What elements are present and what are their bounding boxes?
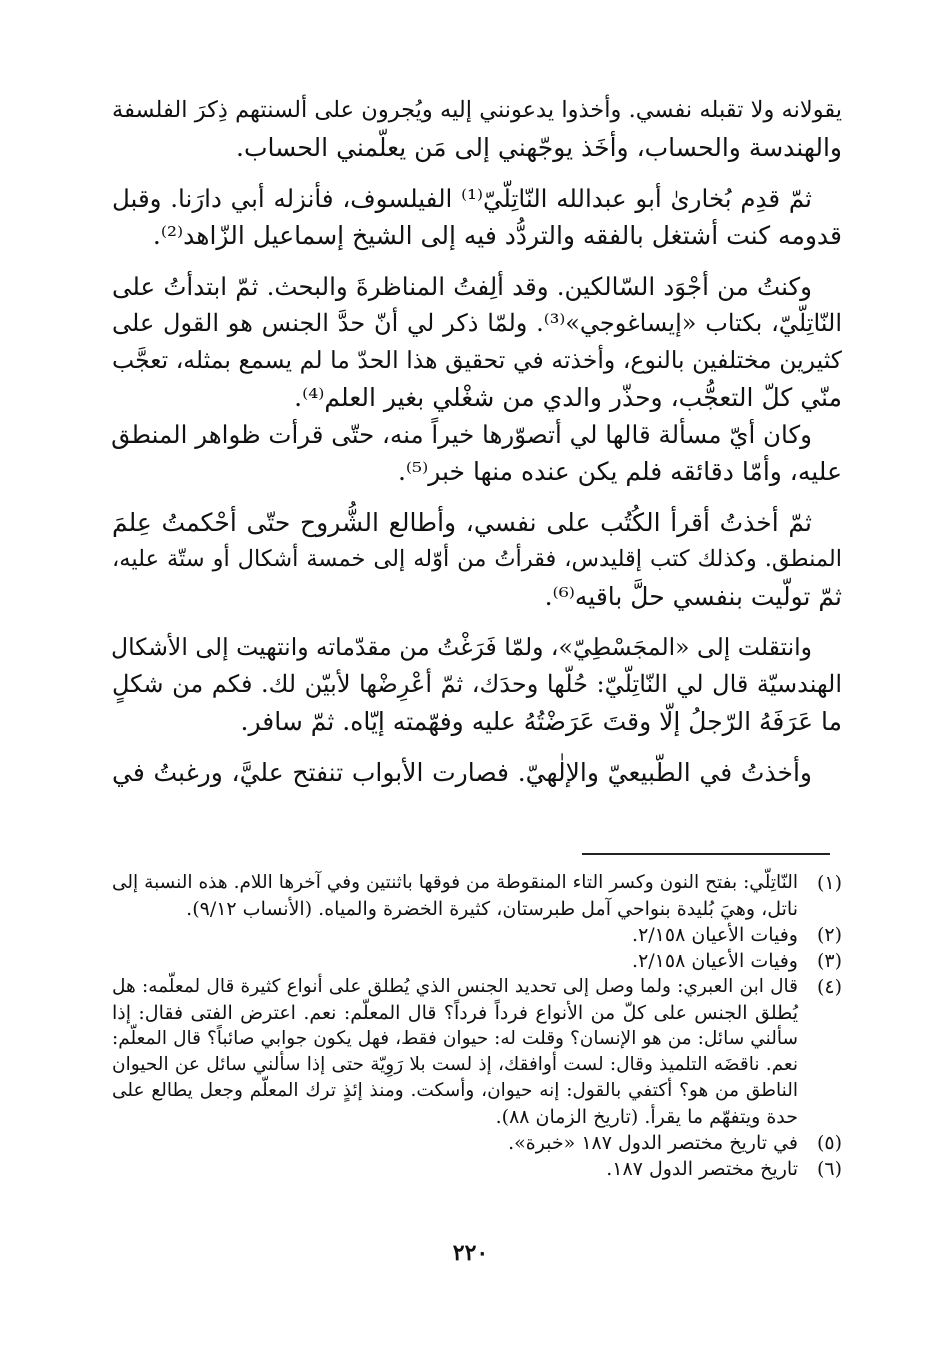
- footnote-separator: [582, 853, 830, 855]
- footnote: [112, 948, 842, 974]
- footnote-number: (٦): [816, 1158, 842, 1180]
- paragraph: [112, 416, 842, 490]
- text-line: منّي كلّ التعجُّب، وحذّر والدي من شغْلي بغير العلم⁽⁴⁾.: [294, 383, 842, 412]
- footnote-line: يُطلق الجنس على كلّ من الأنواع فرداً فرداً؟ قال المعلّم: نعم. اعترض الفتى فقال: إذا: [112, 1002, 798, 1024]
- footnote-line: قال ابن العبري: ولما وصل إلى تحديد الجنس الذي يُطلق على أنواع كثيرة قال لمعلّمه: هل: [112, 976, 798, 997]
- text-line: ما عَرَفَهُ الرّجلُ إلّا وقتَ عَرَضْتُهُ عليه وفهّمته إيّاه. ثمّ سافر.: [240, 707, 842, 736]
- footnote-line: سألني سائل: من هو الإنسان؟ وقلت له: حيوان فقط، فهل يكون جوابي صائباً؟ قال المعلّم:: [112, 1028, 798, 1049]
- text-line: ثمّ تولّيت بنفسي حلَّ باقيه⁽⁶⁾.: [544, 582, 842, 611]
- paragraph: [112, 180, 842, 254]
- text-line: وكان أيّ مسألة قالها لي أتصوّرها خيراً منه، حتّى قرأت ظواهر المنطق: [111, 420, 812, 449]
- footnote-line: وفيات الأعيان ٢/١٥٨.: [632, 950, 798, 972]
- footnote-line: تاريخ مختصر الدول ١٨٧.: [606, 1158, 798, 1180]
- footnote: [112, 974, 842, 1130]
- footnote-line: نعم. ناقضَه التلميذ وقال: لست أوافقك، إذ لست بلا رَوِيّة حتى إذا سألني سائل عن الحيوان: [112, 1054, 798, 1075]
- footnote-number: (٤): [816, 976, 842, 998]
- text-line: كثيرين مختلفين بالنوع، وأخذته في تحقيق هذا الحدّ ما لم يسمع بمثله، تعجَّب: [112, 346, 842, 374]
- paragraph: [112, 92, 842, 166]
- footnote-line: النّاتِلّي: بفتح النون وكسر التاء المنقوطة من فوقها باثنتين وفي آخرها اللام. هذه النسبة إلى: [112, 872, 798, 893]
- footnote: [112, 922, 842, 948]
- footnote: [112, 1130, 842, 1156]
- page-number: ٢٢٠: [452, 1240, 489, 1266]
- text-line: الهندسيّة قال لي النّاتِلّيّ: حُلّها وحدَك، ثمّ أعْرِضْها لأبيّن لك. فكم من شكلٍ: [112, 670, 842, 698]
- text-line: وكنتُ من أجْوَد السّالكين. وقد ألِفتُ المناظرةَ والبحث. ثمّ ابتدأتُ على: [112, 272, 812, 301]
- footnote-number: (١): [816, 872, 842, 894]
- footnotes: [112, 870, 842, 1182]
- footnote-line: الناطق من هو؟ أكتفي بالقول: إنه حيوان، وأسكت. ومنذ إئذٍ ترك المعلّم وجعل يطالع على: [112, 1080, 798, 1101]
- footnote-line: ناتل، وهيَ بُليدة بنواحي آمل طبرستان، كثيرة الخضرة والمياه. (الأنساب ٩/١٢).: [186, 898, 798, 920]
- footnote-number: (٣): [816, 950, 842, 972]
- main-text: [112, 92, 842, 791]
- text-line: والهندسة والحساب، وأخَذ يوجّهني إلى مَن يعلّمني الحساب.: [236, 133, 842, 162]
- paragraph: [112, 268, 842, 416]
- text-line: ثمّ قدِم بُخارىٰ أبو عبدالله النّاتِلّيّ⁽¹⁾ الفيلسوف، فأنزله أبي دارَنا. وقبل: [112, 184, 812, 213]
- text-line: قدومه كنت أشتغل بالفقه والتردُّد فيه إلى الشيخ إسماعيل الزّاهد⁽²⁾.: [152, 221, 842, 250]
- footnote-line: في تاريخ مختصر الدول ١٨٧ «خبرة».: [508, 1132, 798, 1154]
- footnote-line: وفيات الأعيان ٢/١٥٨.: [632, 924, 798, 946]
- footnote: [112, 870, 842, 922]
- text-line: عليه، وأمّا دقائقه فلم يكن عنده منها خبر⁽⁵⁾.: [397, 457, 842, 486]
- text-line: المنطق. وكذلك كتب إقليدس، فقرأتُ من أوّله إلى خمسة أشكال أو ستّة عليه،: [112, 546, 842, 572]
- paragraph: [112, 504, 842, 615]
- footnote-line: حدة ويتفهّم ما يقرأ. (تاريخ الزمان ٨٨).: [495, 1106, 798, 1128]
- footnote-number: (٢): [816, 924, 842, 946]
- text-line: ثمّ أخذتُ أقرأ الكُتُب على نفسي، وأطالع الشُّروح حتّى أحْكمتُ عِلمَ: [112, 508, 812, 537]
- paragraph: [112, 629, 842, 740]
- footnote: [112, 1156, 842, 1182]
- footnote-number: (٥): [816, 1132, 842, 1154]
- text-line: وأخذتُ في الطّبيعيّ والإلٰهيّ. فصارت الأبواب تنفتح عليَّ، ورغبتُ في: [112, 758, 812, 787]
- text-line: وانتقلت إلى «المجَسْطِيّ»، ولمّا فَرَغْتُ من مقدّماته وانتهيت إلى الأشكال: [111, 633, 812, 661]
- text-line: يقولانه ولا تقبله نفسي. وأخذوا يدعونني إليه ويُجرون على ألسنتهم ذِكرَ الفلسفة: [112, 97, 842, 123]
- text-line: النّاتِلّيّ، بكتاب «إيساغوجي»⁽³⁾. ولمّا ذكر لي أنّ حدَّ الجنس هو القول على: [112, 309, 842, 337]
- paragraph: [112, 754, 842, 791]
